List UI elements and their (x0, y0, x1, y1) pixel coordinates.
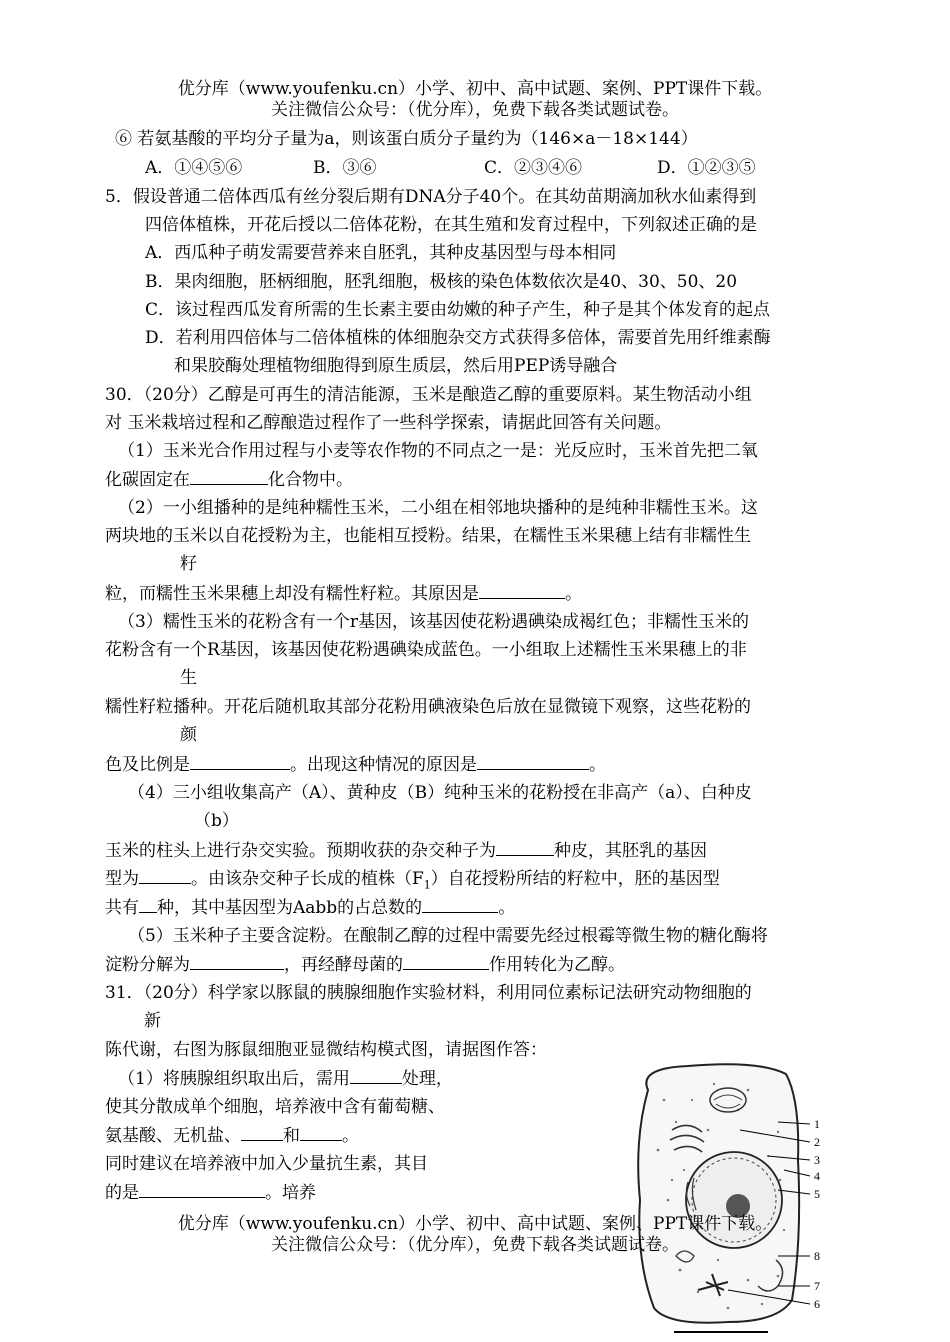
q5-stem-line-2: 四倍体植株，开花后授以二倍体花粉，在其生殖和发育过程中，下列叙述正确的是 (145, 215, 757, 235)
footer-line-2: 关注微信公众号：（优分库），免费下载各类试题试卷。 (271, 1235, 679, 1255)
answer-blank[interactable] (139, 867, 191, 884)
answer-blank[interactable] (241, 1124, 283, 1141)
answer-blank[interactable] (350, 1067, 402, 1084)
q30-part2-line-1: （2）一小组播种的是纯种糯性玉米，二小组在相邻地块播种的是纯种非糯性玉米。这 (118, 498, 758, 518)
q30-part3-line-1: （3）糯性玉米的花粉含有一个r基因，该基因使花粉遇碘染成褐红色；非糯性玉米的 (118, 612, 749, 632)
q30-part2-line-2: 两块地的玉米以自花授粉为主，也能相互授粉。结果，在糯性玉米果穗上结有非糯性生 (105, 526, 751, 546)
answer-blank[interactable] (190, 953, 284, 970)
q30-part3-line-5: 颜 (180, 725, 197, 745)
q30-part4-line-4: 型为 。由该杂交种子长成的植株$(F_1)$自花授粉所结的籽粒中，胚的基因型 (105, 869, 720, 892)
q30-intro-line-1: 30．（20分）乙醇是可再生的清洁能源，玉米是酿造乙醇的重要原料。某生物活动小组 (105, 385, 752, 405)
answer-blank[interactable] (300, 1124, 342, 1141)
q5-option-c: C．该过程西瓜发育所需的生长素主要由幼嫩的种子产生，种子是其个体发育的起点 (145, 300, 771, 320)
q5-option-d-line-1: D．若利用四倍体与二倍体植株的体细胞杂交方式获得多倍体，需要首先用纤维素酶 (145, 328, 771, 348)
answer-blank[interactable] (479, 582, 565, 599)
answer-blank[interactable] (496, 839, 554, 856)
q30-part1-line-1: （1）玉米光合作用过程与小麦等农作物的不同点之一是：光反应时，玉米首先把二氧 (118, 441, 758, 461)
q30-intro-line-2: 对 玉米栽培过程和乙醇酿造过程作了一些科学探索，请据此回答有关问题。 (105, 413, 672, 433)
q31-intro-line-1: 31．（20分）科学家以豚鼠的胰腺细胞作实验材料，利用同位素标记法研究动物细胞的 (105, 983, 752, 1003)
label-8: 8 (814, 1249, 820, 1263)
answer-blank[interactable] (190, 753, 290, 770)
q31-part1-line-4: 同时建议在培养液中加入少量抗生素，其目 (105, 1154, 428, 1174)
q5-option-b: B．果肉细胞，胚柄细胞，胚乳细胞，极核的染色体数依次是40、30、50、20 (145, 272, 738, 292)
q4-option-c: C．②③④⑥ (484, 158, 583, 178)
header-line-1: 优分库（www.youfenku.cn）小学、初中、高中试题、案例、PPT课件下载。 (177, 79, 773, 99)
answer-blank[interactable] (139, 896, 157, 913)
label-5: 5 (814, 1187, 820, 1201)
footer-line-1: 优分库（www.youfenku.cn）小学、初中、高中试题、案例、PPT课件下载。 (177, 1214, 773, 1234)
q30-part2-line-3: 籽 (180, 554, 197, 574)
q31-intro-line-3: 陈代谢，右图为豚鼠细胞亚显微结构模式图，请据图作答： (105, 1040, 547, 1060)
q30-part2-line-4: 粒，而糯性玉米果穗上却没有糯性籽粒。其原因是 。 (105, 584, 582, 604)
q30-part4-line-3: 玉米的柱头上进行杂交实验。预期收获的杂交种子为 种皮，其胚乳的基因 (105, 841, 707, 861)
label-4: 4 (814, 1169, 820, 1183)
answer-blank[interactable] (403, 953, 489, 970)
q5-option-d-line-2: 和果胶酶处理植物细胞得到原生质层，然后用PEP诱导融合 (174, 356, 618, 376)
cell-diagram (628, 1060, 840, 1336)
q31-part1-line-5: 的是 。培养 (105, 1183, 316, 1203)
q4-option-a: A．①④⑤⑥ (145, 158, 243, 178)
q5-stem-line-1: 5．假设普通二倍体西瓜有丝分裂后期有DNA分子40个。在其幼苗期滴加秋水仙素得到 (105, 187, 757, 207)
q31-intro-line-2: 新 (144, 1011, 161, 1031)
q31-part1-line-2: 使其分散成单个细胞，培养液中含有葡萄糖、 (105, 1097, 445, 1117)
label-3: 3 (814, 1153, 820, 1167)
answer-blank[interactable] (190, 468, 268, 485)
q30-part4-line-1: （4）三小组收集高产（A）、黄种皮（B）纯种玉米的花粉授在非高产（a）、白种皮 (128, 783, 752, 803)
q30-part3-line-4: 糯性籽粒播种。开花后随机取其部分花粉用碘液染色后放在显微镜下观察，这些花粉的 (105, 697, 751, 717)
q30-part4-line-2: （b） (194, 811, 239, 831)
q31-part1-line-1: （1）将胰腺组织取出后，需用 处理， (118, 1069, 453, 1089)
q5-option-a: A．西瓜种子萌发需要营养来自胚乳，其种皮基因型与母本相同 (145, 243, 617, 263)
q30-part3-line-3: 生 (180, 668, 197, 688)
label-7: 7 (814, 1279, 820, 1293)
q30-part1-line-2: 化碳固定在 化合物中。 (105, 470, 353, 490)
header-line-2: 关注微信公众号：（优分库），免费下载各类试题试卷。 (271, 100, 679, 120)
label-2: 2 (814, 1135, 820, 1149)
q30-part4-line-5: 共有 种，其中基因型为Aabb的占总数的 。 (105, 898, 516, 918)
q4-item-6: ⑥ 若氨基酸的平均分子量为a，则该蛋白质分子量约为（146×a－18×144） (115, 129, 698, 149)
q4-option-d: D．①②③⑤ (657, 158, 756, 178)
q30-part5-line-2: 淀粉分解为 ，再经酵母菌的 作用转化为乙醇。 (105, 955, 625, 975)
q31-part1-line-3: 氨基酸、无机盐、 和 。 (105, 1126, 359, 1146)
label-1: 1 (814, 1117, 820, 1131)
label-6: 6 (814, 1297, 820, 1311)
q30-part5-line-1: （5）玉米种子主要含淀粉。在酿制乙醇的过程中需要先经过根霉等微生物的糖化酶将 (128, 926, 768, 946)
q30-part3-line-2: 花粉含有一个R基因，该基因使花粉遇碘染成蓝色。一小组取上述糯性玉米果穗上的非 (105, 640, 747, 660)
q30-part3-line-6: 色及比例是 。出现这种情况的原因是 。 (105, 755, 606, 775)
answer-blank[interactable] (139, 1181, 265, 1198)
answer-blank[interactable] (477, 753, 589, 770)
answer-blank[interactable] (422, 896, 498, 913)
q4-option-b: B．③⑥ (313, 158, 377, 178)
